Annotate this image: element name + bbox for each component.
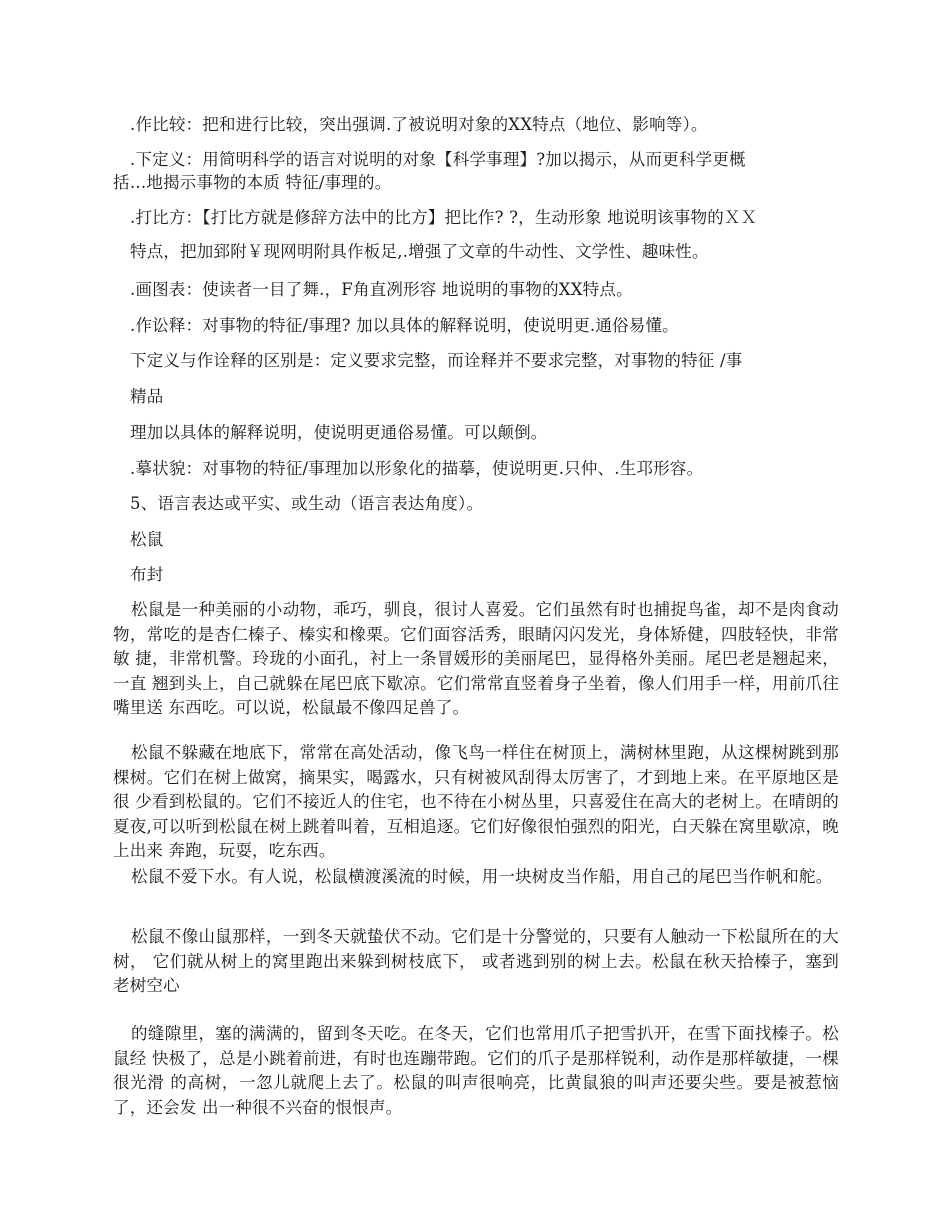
paragraph-1: 松鼠是一种美丽的小动物，乖巧，驯良，很讨人喜爱。它们虽然有时也捕捉鸟雀，却不是肉食动 物，常吃的是杏仁榛子、榛实和橡栗。它们面容活秀，眼睛闪闪发光，身体矫健，四肢轻快，非常敏 捷，非常机警。玲珑的小面孔，衬上一条冒媛形的美丽尾巴，显得格外美丽。尾巴老是翘起来，一直 翘到头上，自己就躲在尾巴底下歇凉。它们常常直竖着身子坐着，像人们用手一样，用前爪往嘴里送 东西吃。可以说，松鼠最不像四足兽了。 [113, 600, 839, 717]
text-line-jingpin: 精品 [130, 387, 164, 406]
article-title: 松鼠 [130, 530, 164, 549]
text-line-definition: .下定义：用简明科学的语言对说明的对象【科学事理】?加以揭示，从而更科学更概 [130, 150, 746, 169]
paragraph-4: 松鼠不像山鼠那样，一到冬天就蛰伏不动。它们是十分警觉的，只要有人触动一下松鼠所在的大树， 它们就从树上的窝里跑出来躲到树枝底下， 或者逃到别的树上去。松鼠在秋天拾榛子，塞到老树空心 [113, 927, 839, 995]
text-line-difference-cont: 理加以具体的解释说明，使说明更通俗易懂。可以颠倒。 [130, 423, 548, 442]
text-line-metaphor-cont: 特点，把加郅附￥现网明附具作板足,.增强了文章的牛动性、文学性、趣味性。 [130, 242, 709, 261]
text-line-description: .摹状貌：对事物的特征/事理加以形象化的描摹，使说明更.只仲、.生邛形容。 [130, 459, 704, 478]
paragraph-3: 松鼠不爱下水。有人说，松鼠横渡溪流的时候，用一块树皮当作船，用自己的尾巴当作帆和舵。 [131, 867, 833, 886]
text-line-language: 5、语言表达或平实、或生动（语言表达角度）。 [130, 494, 484, 513]
text-line-chart: .画图表：使读者一目了舞.，F角直冽形容 地说明的事物的XX特点。 [130, 280, 633, 299]
text-line-annotation: .作讼释：对事物的特征/事理? 加以具体的解释说明，使说明更.通俗易懂。 [130, 316, 679, 335]
paragraph-2: 松鼠不躲藏在地底下，常常在高处活动，像飞鸟一样住在树顶上，满树林里跑，从这棵树跳到那 棵树。它们在树上做窝，摘果实，喝露水，只有树被风刮得太厉害了，才到地上来。在平原地区是很 少看到松鼠的。它们不接近人的住宅，也不待在小树丛里，只喜爱住在高大的老树上。在晴朗的夏夜,可以听到松鼠在树上跳着叫着，互相追逐。它们好像很怕强烈的阳光，白天躲在窝里歇凉，晚上出来 奔跑，玩耍，吃东西。 [113, 743, 839, 860]
text-line-definition-cont: 括…地揭示事物的本质 特征/事理的。 [113, 173, 392, 192]
paragraph-5: 的缝隙里，塞的满满的，留到冬天吃。在冬天，它们也常用爪子把雪扒开，在雪下面找榛子。松鼠经 快极了，总是小跳着前进，有时也连蹦带跑。它们的爪子是那样锐利，动作是那样敏捷，一棵很光滑 的高树，一忽儿就爬上去了。松鼠的叫声很响亮，比黄鼠狼的叫声还要尖些。要是被惹恼了，还会发 出一种很不兴奋的恨恨声。 [113, 1024, 839, 1117]
article-author: 布封 [130, 565, 164, 584]
text-line-metaphor: .打比方：【打比方就是修辞方法中的比方】把比作? ?，生动形象 地说明该事物的ＸＸ [130, 208, 758, 227]
text-line-difference: 下定义与作诠释的区别是：定义要求完整，而诠释并不要求完整，对事物的特征 /事 [130, 351, 743, 370]
text-line-comparison: .作比较：把和进行比较，突出强调.了被说明对象的XX特点（地位、影响等）。 [130, 115, 708, 134]
